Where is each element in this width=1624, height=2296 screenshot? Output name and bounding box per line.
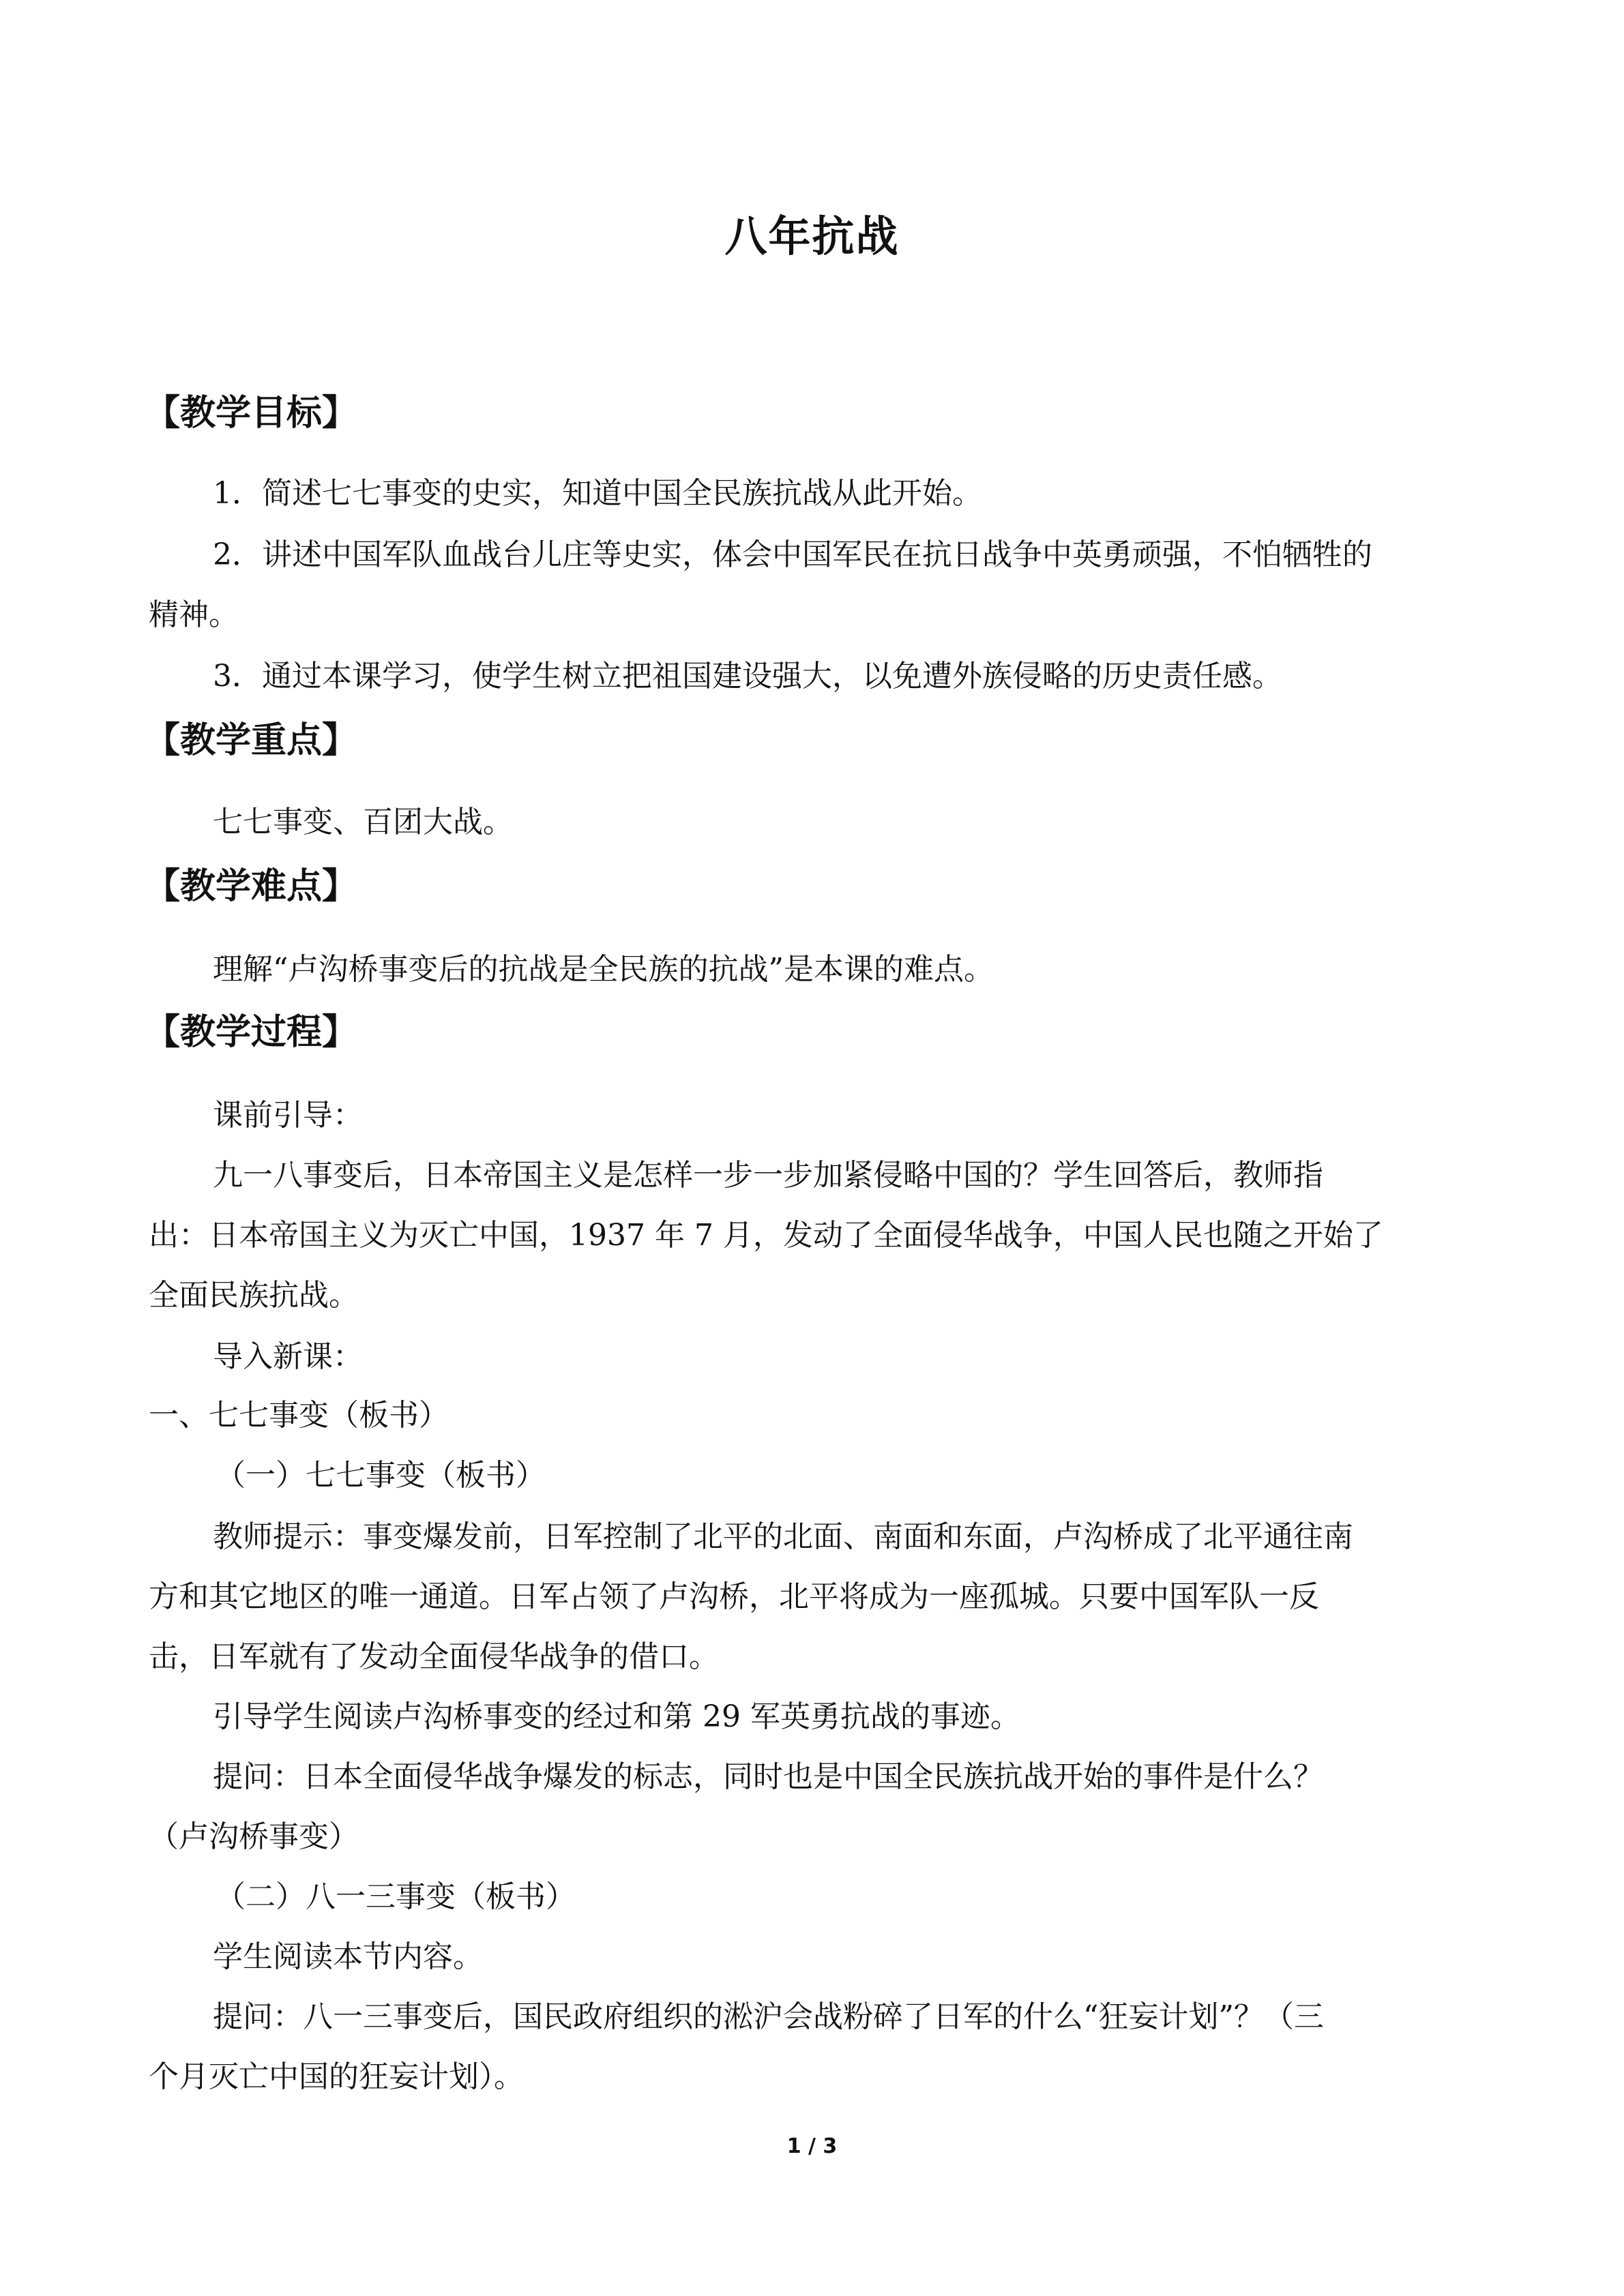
objective-line-2: 2．讲述中国军队血战台儿庄等史实，体会中国军民在抗日战争中英勇顽强，不怕牺牲的 — [213, 537, 1372, 572]
section-heading-difficulties: 【教学难点】 — [145, 866, 358, 907]
page-number: 1 / 3 — [786, 2134, 838, 2158]
process-line: 击，日军就有了发动全面侵华战争的借口。 — [149, 1639, 719, 1674]
process-line: 九一八事变后，日本帝国主义是怎样一步一步加紧侵略中国的？学生回答后，教师指 — [213, 1158, 1323, 1193]
section-heading-key-points: 【教学重点】 — [145, 720, 358, 761]
process-line: 学生阅读本节内容。 — [213, 1939, 483, 1974]
process-line: （卢沟桥事变） — [149, 1819, 359, 1854]
process-line: 课前引导： — [213, 1098, 363, 1133]
document-title: 八年抗战 — [724, 211, 900, 261]
process-line: 提问：八一三事变后，国民政府组织的淞沪会战粉碎了日军的什么“狂妄计划”？（三 — [213, 1999, 1324, 2034]
process-line: 个月灭亡中国的狂妄计划）。 — [149, 2059, 524, 2094]
process-line: 导入新课： — [213, 1339, 363, 1374]
process-subheading: 一、七七事变（板书） — [149, 1398, 449, 1433]
process-line: 教师提示：事变爆发前，日军控制了北平的北面、南面和东面，卢沟桥成了北平通往南 — [213, 1519, 1353, 1554]
difficulties-line: 理解“卢沟桥事变后的抗战是全民族的抗战”是本课的难点。 — [213, 952, 994, 987]
objective-line-1: 1．简述七七事变的史实，知道中国全民族抗战从此开始。 — [213, 476, 982, 511]
section-heading-objectives: 【教学目标】 — [145, 393, 358, 434]
objective-line-3: 3．通过本课学习，使学生树立把祖国建设强大，以免遭外族侵略的历史责任感。 — [213, 659, 1282, 694]
process-line: 提问：日本全面侵华战争爆发的标志，同时也是中国全民族抗战开始的事件是什么？ — [213, 1759, 1323, 1794]
process-subheading: （一）七七事变（板书） — [216, 1458, 546, 1493]
process-line: 引导学生阅读卢沟桥事变的经过和第 29 军英勇抗战的事迹。 — [213, 1699, 1020, 1734]
key-points-line: 七七事变、百团大战。 — [213, 805, 513, 839]
process-line: 方和其它地区的唯一通道。日军占领了卢沟桥，北平将成为一座孤城。只要中国军队一反 — [149, 1579, 1319, 1614]
objective-line-2-cont: 精神。 — [149, 597, 239, 632]
process-line: 全面民族抗战。 — [149, 1278, 359, 1313]
process-line: 出：日本帝国主义为灭亡中国，1937 年 7 月，发动了全面侵华战争，中国人民也随之开始了 — [149, 1218, 1383, 1253]
section-heading-process: 【教学过程】 — [145, 1012, 358, 1053]
process-subheading: （二）八一三事变（板书） — [216, 1879, 576, 1914]
